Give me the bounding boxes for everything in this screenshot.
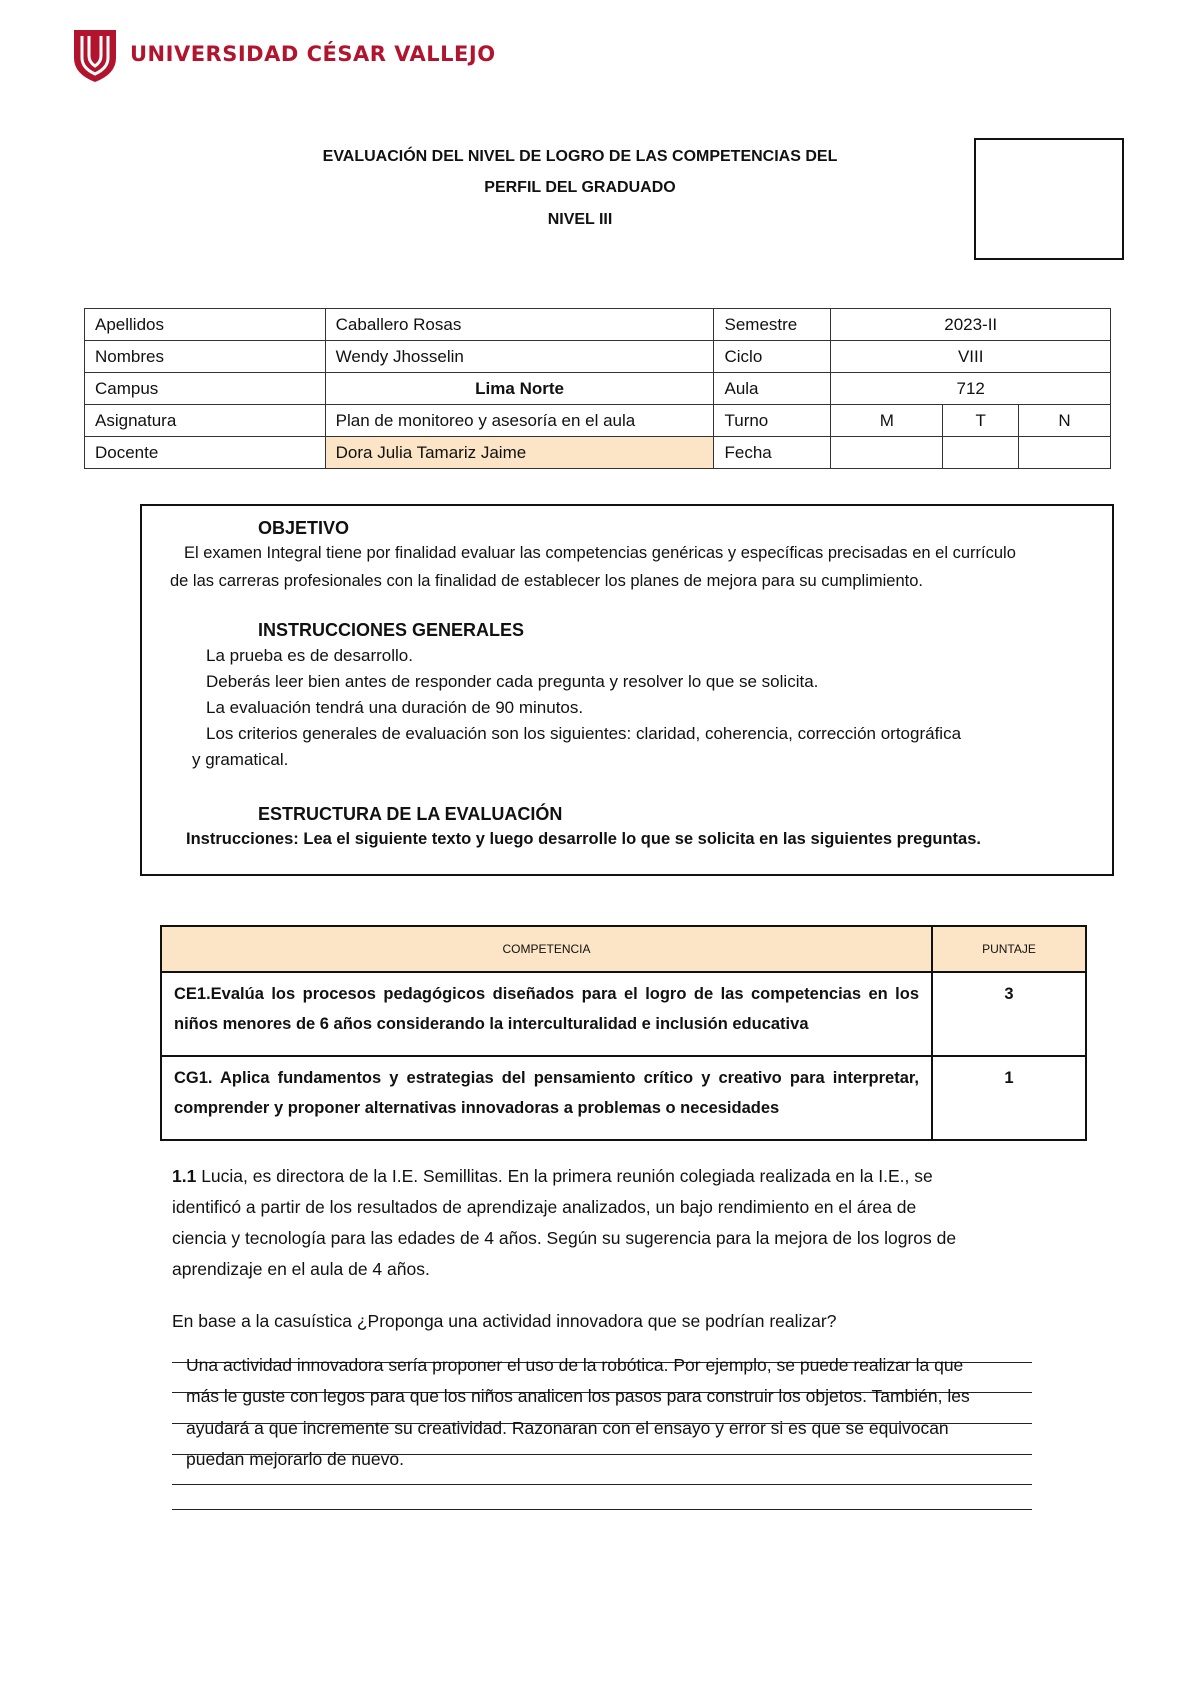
question-line-1 bbox=[172, 1166, 933, 1187]
answer-rule bbox=[172, 1509, 1032, 1510]
question-prompt: En base a la casuística ¿Proponga una actividad innovadora que se podrían realizar? bbox=[172, 1311, 837, 1331]
asignatura-value: Plan de monitoreo y asesoría en el aula bbox=[325, 405, 714, 437]
estructura-heading: ESTRUCTURA DE LA EVALUACIÓN bbox=[258, 804, 563, 824]
campus-value: Lima Norte bbox=[325, 373, 714, 405]
instructions-box bbox=[140, 504, 1114, 876]
apellidos-value: Caballero Rosas bbox=[325, 309, 714, 341]
nombres-value: Wendy Jhosselin bbox=[325, 341, 714, 373]
competencia-text: CE1.Evalúa los procesos pedagógicos diseñados para el logro de las competencias en los niños menores de 6 años considerando la interculturalidad e inclusión educativa bbox=[161, 972, 932, 1056]
turno-m: M bbox=[831, 405, 943, 437]
answer-rule bbox=[172, 1484, 1032, 1485]
aula-label: Aula bbox=[714, 373, 831, 405]
question-line-3: ciencia y tecnología para las edades de 4 años. Según su sugerencia para la mejora de los logros de bbox=[172, 1228, 957, 1248]
question-line-2: identificó a partir de los resultados de aprendizaje analizados, un bajo rendimiento en el área de bbox=[172, 1197, 917, 1217]
table-row bbox=[161, 972, 1086, 1056]
fecha-value bbox=[831, 437, 943, 469]
ciclo-label: Ciclo bbox=[714, 341, 831, 373]
objetivo-line-1: El examen Integral tiene por finalidad evaluar las competencias genéricas y específicas precisadas en el currículo bbox=[184, 544, 1016, 562]
university-logo bbox=[72, 28, 496, 84]
puntaje-header: PUNTAJE bbox=[932, 926, 1086, 972]
fecha-value-2 bbox=[943, 437, 1019, 469]
question-line-4: aprendizaje en el aula de 4 años. bbox=[172, 1259, 430, 1279]
answer-text-line: más le guste con legos para que los niños analicen los pasos para construir los objetos. También, les bbox=[186, 1386, 970, 1406]
competencia-text: CG1. Aplica fundamentos y estrategias del pensamiento crítico y creativo para interpretar, comprender y proponer alternativas innovadoras a problemas o necesidades bbox=[161, 1056, 932, 1140]
document-title-line-3: NIVEL III bbox=[547, 211, 613, 228]
ciclo-value: VIII bbox=[831, 341, 1111, 373]
table-row bbox=[161, 1056, 1086, 1140]
instruccion-item: La evaluación tendrá una duración de 90 minutos. bbox=[206, 698, 584, 717]
docente-value: Dora Julia Tamariz Jaime bbox=[325, 437, 714, 469]
apellidos-label: Apellidos bbox=[85, 309, 326, 341]
fecha-value-3 bbox=[1019, 437, 1111, 469]
question-number: 1.1 bbox=[172, 1166, 197, 1186]
answer-text-line: Una actividad innovadora sería proponer el uso de la robótica. Por ejemplo, se puede realizar la que bbox=[186, 1355, 964, 1375]
fecha-label: Fecha bbox=[714, 437, 831, 469]
objetivo-line-2: de las carreras profesionales con la finalidad de establecer los planes de mejora para su cumplimiento. bbox=[170, 572, 923, 590]
turno-t: T bbox=[943, 405, 1019, 437]
answer-text-line: puedan mejorarlo de nuevo. bbox=[186, 1449, 404, 1469]
instrucciones-heading: INSTRUCCIONES GENERALES bbox=[258, 620, 525, 640]
asignatura-label: Asignatura bbox=[85, 405, 326, 437]
competencias-table bbox=[160, 925, 1087, 1141]
document-title-line-1: EVALUACIÓN DEL NIVEL DE LOGRO DE LAS COMPETENCIAS DEL bbox=[322, 148, 838, 165]
ucv-shield-icon bbox=[72, 28, 118, 84]
instruccion-item: Deberás leer bien antes de responder cada pregunta y resolver lo que se solicita. bbox=[206, 672, 819, 691]
puntaje-value: 3 bbox=[932, 972, 1086, 1056]
instruccion-item: y gramatical. bbox=[192, 750, 289, 769]
semestre-label: Semestre bbox=[714, 309, 831, 341]
answer-text-line: ayudará a que incremente su creatividad. Razonaran con el ensayo y error si es que se equivocan bbox=[186, 1418, 949, 1438]
question-text: Lucia, es directora de la I.E. Semillitas. En la primera reunión colegiada realizada en la I.E., se bbox=[196, 1166, 933, 1186]
university-name: UNIVERSIDAD CÉSAR VALLEJO bbox=[130, 42, 496, 66]
campus-label: Campus bbox=[85, 373, 326, 405]
student-info-table bbox=[84, 308, 1111, 469]
competencia-header: COMPETENCIA bbox=[161, 926, 932, 972]
puntaje-value: 1 bbox=[932, 1056, 1086, 1140]
nombres-label: Nombres bbox=[85, 341, 326, 373]
docente-label: Docente bbox=[85, 437, 326, 469]
grade-box bbox=[974, 138, 1124, 260]
objetivo-heading: OBJETIVO bbox=[258, 518, 350, 538]
instruccion-item: Los criterios generales de evaluación son los siguientes: claridad, coherencia, corrección ortográfica bbox=[206, 724, 962, 743]
semestre-value: 2023-II bbox=[831, 309, 1111, 341]
turno-label: Turno bbox=[714, 405, 831, 437]
instruccion-item: La prueba es de desarrollo. bbox=[206, 646, 413, 665]
estructura-text: Instrucciones: Lea el siguiente texto y luego desarrolle lo que se solicita en las siguientes preguntas. bbox=[186, 830, 981, 848]
aula-value: 712 bbox=[831, 373, 1111, 405]
document-title-line-2: PERFIL DEL GRADUADO bbox=[484, 179, 676, 196]
turno-n: N bbox=[1019, 405, 1111, 437]
